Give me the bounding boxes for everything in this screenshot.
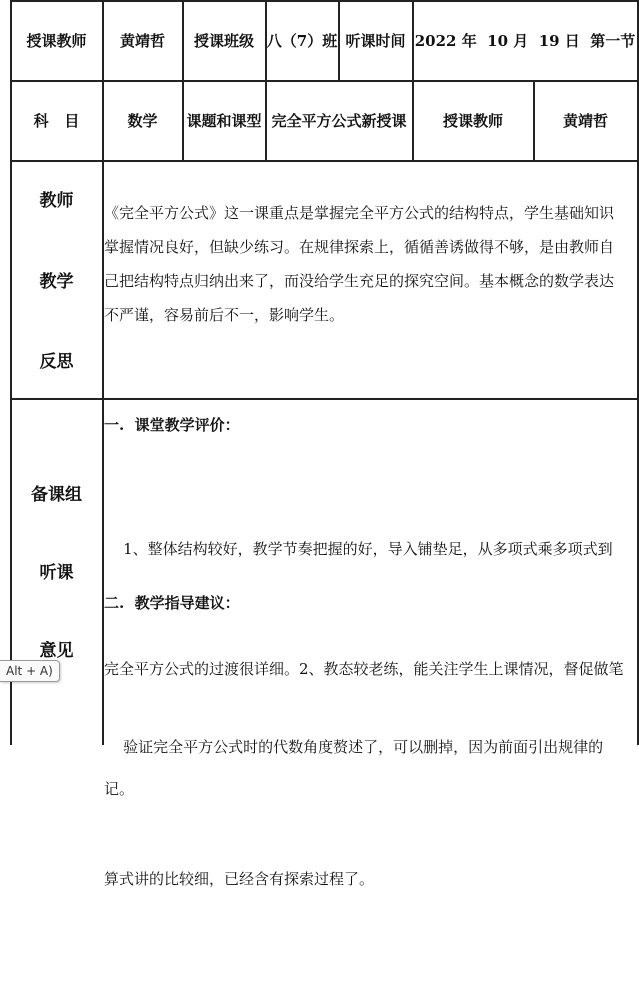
class-value: 八（7）班 [266, 32, 338, 50]
subject-label: 科 目 [33, 112, 80, 130]
reflection-line: 掌握情况良好，但缺少练习。在规律探索上，循循善诱做得不够，是由教师自 [104, 238, 615, 256]
reflection-line: 不严谨，容易前后不一，影响学生。 [104, 306, 345, 324]
opinion-label-3: 意见 [39, 640, 74, 661]
time-value: 2022 年 10 月 19 日 第一节 [414, 32, 636, 50]
teacher-label: 授课教师 [26, 32, 87, 50]
evaluation-heading: 一. 课堂教学评价： [104, 416, 240, 434]
table-border [637, 0, 639, 745]
evaluation-line: 完全平方公式的过渡很详细。2、教态较老练，能关注学生上课情况，督促做笔 [104, 660, 624, 678]
topic-value: 完全平方公式新授课 [271, 112, 407, 130]
class-label: 授课班级 [193, 32, 254, 50]
advice-heading: 二. 教学指导建议： [104, 594, 240, 612]
reflection-label-2: 教学 [39, 271, 74, 292]
teacher-name-2: 黄靖哲 [562, 112, 608, 130]
reflection-label-1: 教师 [39, 190, 74, 211]
teacher-label-2: 授课教师 [442, 112, 503, 130]
advice-text [104, 637, 636, 989]
reflection-line: 己把结构特点归纳出来了，而没给学生充足的探究空间。基本概念的数学表达 [104, 272, 615, 290]
subject-value: 数学 [127, 112, 158, 130]
advice-line: 验证完全平方公式时的代数角度赘述了，可以删掉，因为前面引出规律的 [104, 738, 604, 756]
table-border [10, 160, 639, 162]
evaluation-line: 1、整体结构较好，教学节奏把握的好，导入铺垫足，从多项式乘多项式到 [104, 540, 613, 558]
reflection-label-3: 反思 [39, 351, 74, 372]
reflection-text [104, 196, 636, 332]
advice-line: 算式讲的比较细，已经含有探索过程了。 [104, 870, 375, 888]
time-label: 听课时间 [345, 32, 406, 50]
opinion-label-2: 听课 [39, 562, 74, 583]
teacher-name: 黄靖哲 [119, 32, 165, 50]
opinion-label-1: 备课组 [31, 484, 82, 505]
shortcut-tooltip: Alt + A) [0, 660, 60, 682]
topic-label: 课题和课型 [186, 112, 262, 130]
evaluation-line: 记。 [104, 780, 135, 798]
reflection-line: 《完全平方公式》这一课重点是掌握完全平方公式的结构特点，学生基础知识 [104, 204, 615, 222]
table-border [10, 398, 639, 400]
